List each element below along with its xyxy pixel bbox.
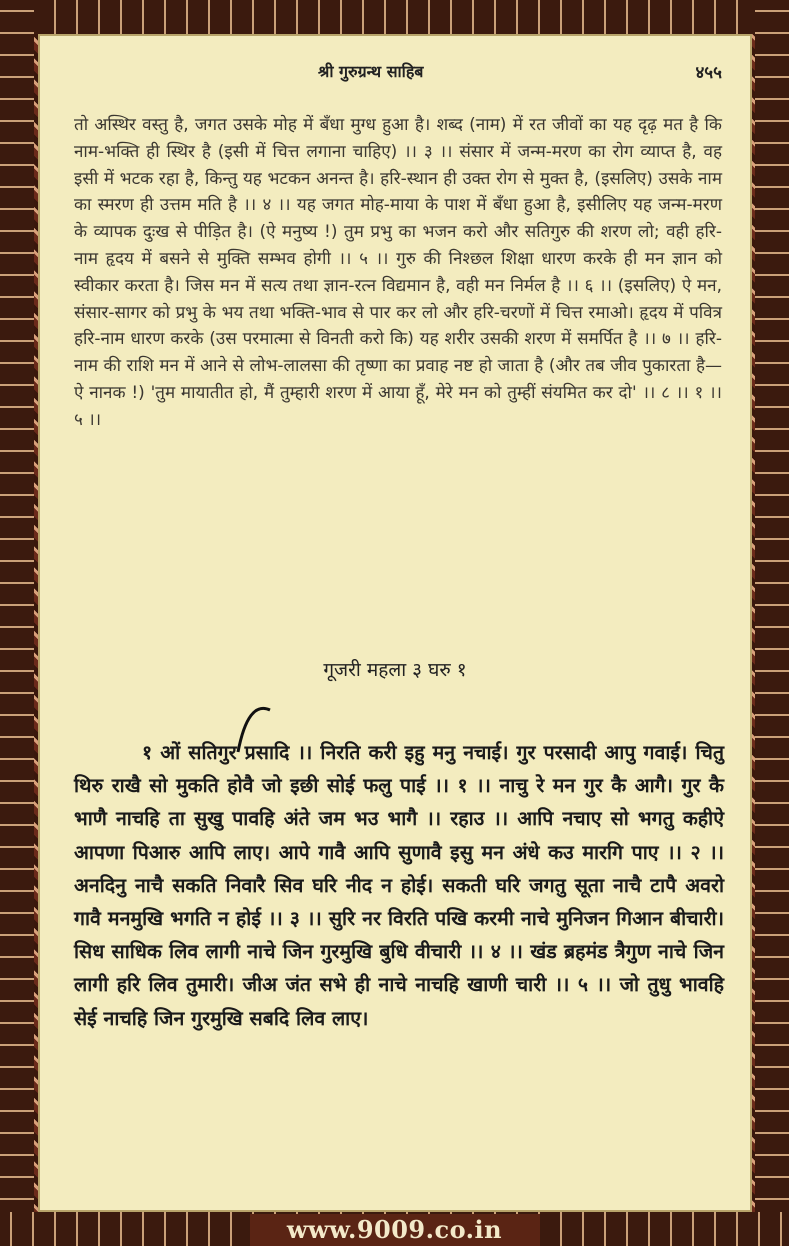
hindi-commentary [74, 112, 722, 434]
gurbani-verses [74, 736, 724, 1035]
frame-ornament-right [755, 0, 789, 1246]
frame-ornament-top [0, 0, 789, 34]
verse-paragraph: १ ओं सतिगुर प्रसादि ।। निरति करी इहु मनु नचाई। गुर परसादी आपु गवाई। चितु थिरु राखै सो मुकति होवै जो इछी सोई फलु पाई ।। १ ।। नाचु रे मन गुर कै आगै। गुर कै भाणै नाचहि ता सुखु पावहि अंते जम भउ भागै ।। रहाउ ।। आपि नचाए सो भगतु कहीऐ आपणा पिआरु आपि लाए। आपे गावै आपि सुणावै इसु मन अंधे कउ मारगि पाए ।। २ ।। अनदिनु नाचै सकति निवारै सिव घरि नीद न होई। सकती घरि जगतु सूता नाचै टापै अवरो गावै मनमुखि भगति न होई ।। ३ ।। सुरि नर विरति पखि करमी नाचे मुनिजन गिआन बीचारी। सिध साधिक लिव लागी नाचे जिन गुरमुखि बुधि वीचारी ।। ४ ।। खंड ब्रहमंड त्रैगुण नाचे जिन लागी हरि लिव तुमारी। जीअ जंत सभे ही नाचे नाचहि खाणी चारी ।। ५ ।। जो तुधु भावहि सेई नाचहि जिन गुरमुखि सबदि लिव लाए। [74, 741, 724, 1030]
page-header [38, 60, 752, 90]
book-title: श्री गुरुग्रन्थ साहिब [318, 62, 424, 81]
scripture-page [38, 34, 752, 1212]
commentary-paragraph: तो अस्थिर वस्तु है, जगत उसके मोह में बँधा मुग्ध हुआ है। शब्द (नाम) में रत जीवों का यह दृढ़ मत है कि नाम-भक्ति ही स्थिर है (इसी में चित्त लगाना चाहिए) ।। ३ ।। संसार में जन्म-मरण का रोग व्याप्त है, वह इसी में भटक रहा है, किन्तु यह भटकन अनन्त है। हरि-स्थान ही उक्त रोग से मुक्त है, (इसलिए) उसके नाम का स्मरण ही उत्तम मति है ।। ४ ।। यह जगत मोह-माया के पाश में बँधा हुआ है, इसीलिए यह जन्म-मरण के व्यापक दुःख से पीड़ित है। (ऐ मनुष्य !) तुम प्रभु का भजन करो और सतिगुरु की शरण लो; वही हरि-नाम हृदय में बसने से मुक्ति सम्भव होगी ।। ५ ।। गुरु की निश्छल शिक्षा धारण करके ही मन ज्ञान को स्वीकार करता है। जिस मन में सत्य तथा ज्ञान-रत्न विद्यमान है, वही मन निर्मल है ।। ६ ।। (इसलिए) ऐ मन, संसार-सागर को प्रभु के भय तथा भक्ति-भाव से पार कर लो और हरि-चरणों में चित्त रमाओ। हृदय में पवित्र हरि-नाम धारण करके (उस परमात्मा से विनती करो कि) यह शरीर उसकी शरण में समर्पित है ।। ७ ।। हरि-नाम की राशि मन में आने से लोभ-लालसा की तृष्णा का प्रवाह नष्ट हो जाता है (और तब जीव पुकारता है— ऐ नानक !) 'तुम मायातीत हो, मैं तुम्हारी शरण में आया हूँ, मेरे मन को तुम्हीं संयमित कर दो' ।। ८ ।। १ ।। ५ ।। [74, 115, 722, 430]
frame-ornament-left [0, 0, 34, 1246]
website-link[interactable]: www.9009.co.in [286, 1215, 503, 1244]
page-number: ४५५ [695, 63, 722, 83]
section-title: गूजरी महला ३ घरु १ [323, 659, 467, 681]
